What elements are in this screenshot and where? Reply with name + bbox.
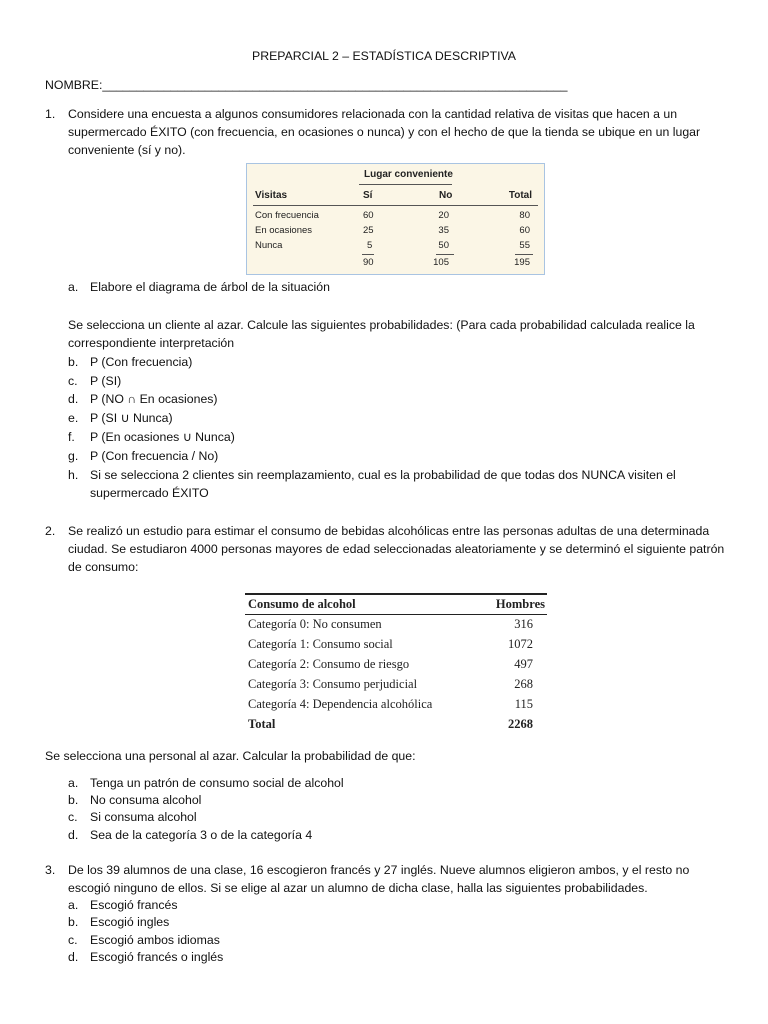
table-cell: 268 [514, 677, 533, 691]
item-letter: b. [68, 355, 79, 369]
question-1 [45, 105, 735, 159]
question-1-item-d [68, 390, 728, 408]
item-letter: a. [68, 776, 79, 790]
item-letter: a. [68, 898, 79, 912]
item-text: Si consuma alcohol [90, 810, 197, 824]
visits-table [246, 163, 545, 275]
question-1-instruction: Se selecciona un cliente al azar. Calcule las siguientes probabilidades: (Para cada probabilidad calculada realice la correspondiente interpretación [68, 318, 695, 350]
table-row-label: Categoría 1: Consumo social [248, 637, 393, 651]
item-text: Tenga un patrón de consumo social de alcohol [90, 776, 344, 790]
table-row [245, 654, 547, 674]
question-1-number: 1. [45, 107, 56, 121]
column-header-hombres: Hombres [495, 597, 545, 611]
table-cell: 1072 [508, 637, 533, 651]
item-letter: d. [68, 828, 79, 842]
table-cell: 60 [363, 210, 374, 221]
table-row-label: Categoría 2: Consumo de riesgo [248, 657, 410, 671]
page-title: PREPARCIAL 2 – ESTADÍSTICA DESCRIPTIVA [252, 49, 516, 63]
table-cell: 55 [519, 240, 530, 251]
question-1-item-b [68, 353, 728, 371]
item-letter: e. [68, 411, 79, 425]
item-text: P (SI ∪ Nunca) [90, 411, 173, 425]
table-row-label: Nunca [255, 240, 283, 251]
item-letter: c. [68, 933, 78, 947]
table-cell: 115 [514, 697, 533, 711]
item-letter: d. [68, 392, 79, 406]
item-text: Si se selecciona 2 clientes sin reemplazamiento, cual es la probabilidad de que todas dos NUNCA visiten el supermercado ÉXITO [90, 468, 676, 500]
name-field-line: NOMBRE:____________________________________________________________________ [45, 78, 568, 92]
table-total-row [245, 714, 547, 734]
item-text: Escogió francés o inglés [90, 950, 224, 964]
question-1-item-e [68, 409, 728, 427]
column-header-si: Sí [363, 190, 373, 201]
question-2-number: 2. [45, 524, 56, 538]
item-text: Escogió francés [90, 898, 178, 912]
question-3-number: 3. [45, 863, 56, 877]
table-row-label: Con frecuencia [255, 210, 319, 221]
total-cell-si: 90 [363, 257, 374, 268]
total-label: Total [248, 717, 276, 731]
column-header-total: Total [508, 190, 532, 201]
question-1-text: Considere una encuesta a algunos consumidores relacionada con la cantidad relativa de visitas que hacen a un supermercado ÉXITO (con frecuencia, en ocasiones o nunca) y con el hecho de que la tienda se ubique en un lugar conveniente (sí y no). [68, 107, 701, 157]
item-text: Escogió ambos idiomas [90, 933, 220, 947]
total-value: 2268 [508, 717, 533, 731]
item-text: P (SI) [90, 374, 122, 388]
item-text: P (NO ∩ En ocasiones) [90, 392, 218, 406]
header-rule [253, 205, 538, 206]
item-text: P (En ocasiones ∪ Nunca) [90, 430, 235, 444]
sum-rule-si [362, 254, 374, 255]
item-text: Sea de la categoría 3 o de la categoría 4 [90, 828, 313, 842]
item-text: P (Con frecuencia / No) [90, 449, 219, 463]
total-cell-no: 105 [433, 257, 449, 268]
question-3-item-a [68, 896, 728, 914]
question-2 [45, 522, 735, 576]
item-text: Escogió ingles [90, 915, 170, 929]
item-letter: h. [68, 468, 79, 482]
table-row-label: Categoría 0: No consumen [248, 617, 382, 631]
question-2-item-a [68, 774, 728, 792]
table-cell: 20 [438, 210, 449, 221]
question-2-text: Se realizó un estudio para estimar el consumo de bebidas alcohólicas entre las personas adultas de una determinada ciudad. Se estudiaron 4000 personas mayores de edad seleccionadas aleatoriamente y se determinó el siguiente patrón de consumo: [68, 524, 725, 574]
table-cell: 497 [514, 657, 533, 671]
question-2-item-b [68, 791, 728, 809]
table-group-header: Lugar conveniente [364, 169, 453, 180]
question-1-item-h [68, 466, 728, 502]
question-1-item-f [68, 428, 728, 446]
table-cell: 316 [514, 617, 533, 631]
table-row [245, 694, 547, 714]
question-3 [45, 861, 735, 897]
table-row-label: Categoría 4: Dependencia alcohólica [248, 697, 433, 711]
sum-rule-total [515, 254, 533, 255]
item-letter: f. [68, 430, 75, 444]
question-3-item-c [68, 931, 728, 949]
item-letter: g. [68, 449, 79, 463]
question-1-item-g [68, 447, 728, 465]
question-2-item-c [68, 808, 728, 826]
question-3-text: De los 39 alumnos de una clase, 16 escogieron francés y 27 inglés. Nueve alumnos eligieron ambos, y el resto no escogió ninguno de ellos. Si se elige al azar un alumno de dicha clase, halla las siguientes probabilidades. [68, 863, 690, 895]
group-header-rule [359, 184, 452, 185]
table-cell: 5 [367, 240, 373, 251]
table-row [245, 674, 547, 694]
table-row-label: Categoría 3: Consumo perjudicial [248, 677, 418, 691]
question-2-item-d [68, 826, 728, 844]
sum-rule-no [436, 254, 454, 255]
item-letter: b. [68, 915, 79, 929]
item-text: P (Con frecuencia) [90, 355, 193, 369]
item-letter: c. [68, 810, 78, 824]
column-header-no: No [439, 190, 453, 201]
item-letter: a. [68, 280, 79, 294]
item-text: No consuma alcohol [90, 793, 202, 807]
table-cell: 35 [438, 225, 449, 236]
column-header-visitas: Visitas [255, 190, 288, 201]
item-text: Elabore el diagrama de árbol de la situación [90, 280, 330, 294]
question-1-item-a [68, 278, 728, 296]
item-letter: c. [68, 374, 78, 388]
question-3-item-d [68, 948, 728, 966]
table-row [245, 614, 547, 634]
total-cell-total: 195 [514, 257, 530, 268]
table-cell: 25 [363, 225, 374, 236]
table-cell: 50 [438, 240, 449, 251]
question-1-item-c [68, 372, 728, 390]
item-letter: b. [68, 793, 79, 807]
alcohol-table [245, 593, 547, 735]
table-header-row [245, 594, 547, 614]
item-letter: d. [68, 950, 79, 964]
question-3-item-b [68, 913, 728, 931]
table-cell: 60 [519, 225, 530, 236]
table-row-label: En ocasiones [255, 225, 313, 236]
column-header-consumo: Consumo de alcohol [248, 597, 356, 611]
table-row [245, 634, 547, 654]
question-2-instruction: Se selecciona una personal al azar. Calcular la probabilidad de que: [45, 749, 416, 763]
table-cell: 80 [519, 210, 530, 221]
